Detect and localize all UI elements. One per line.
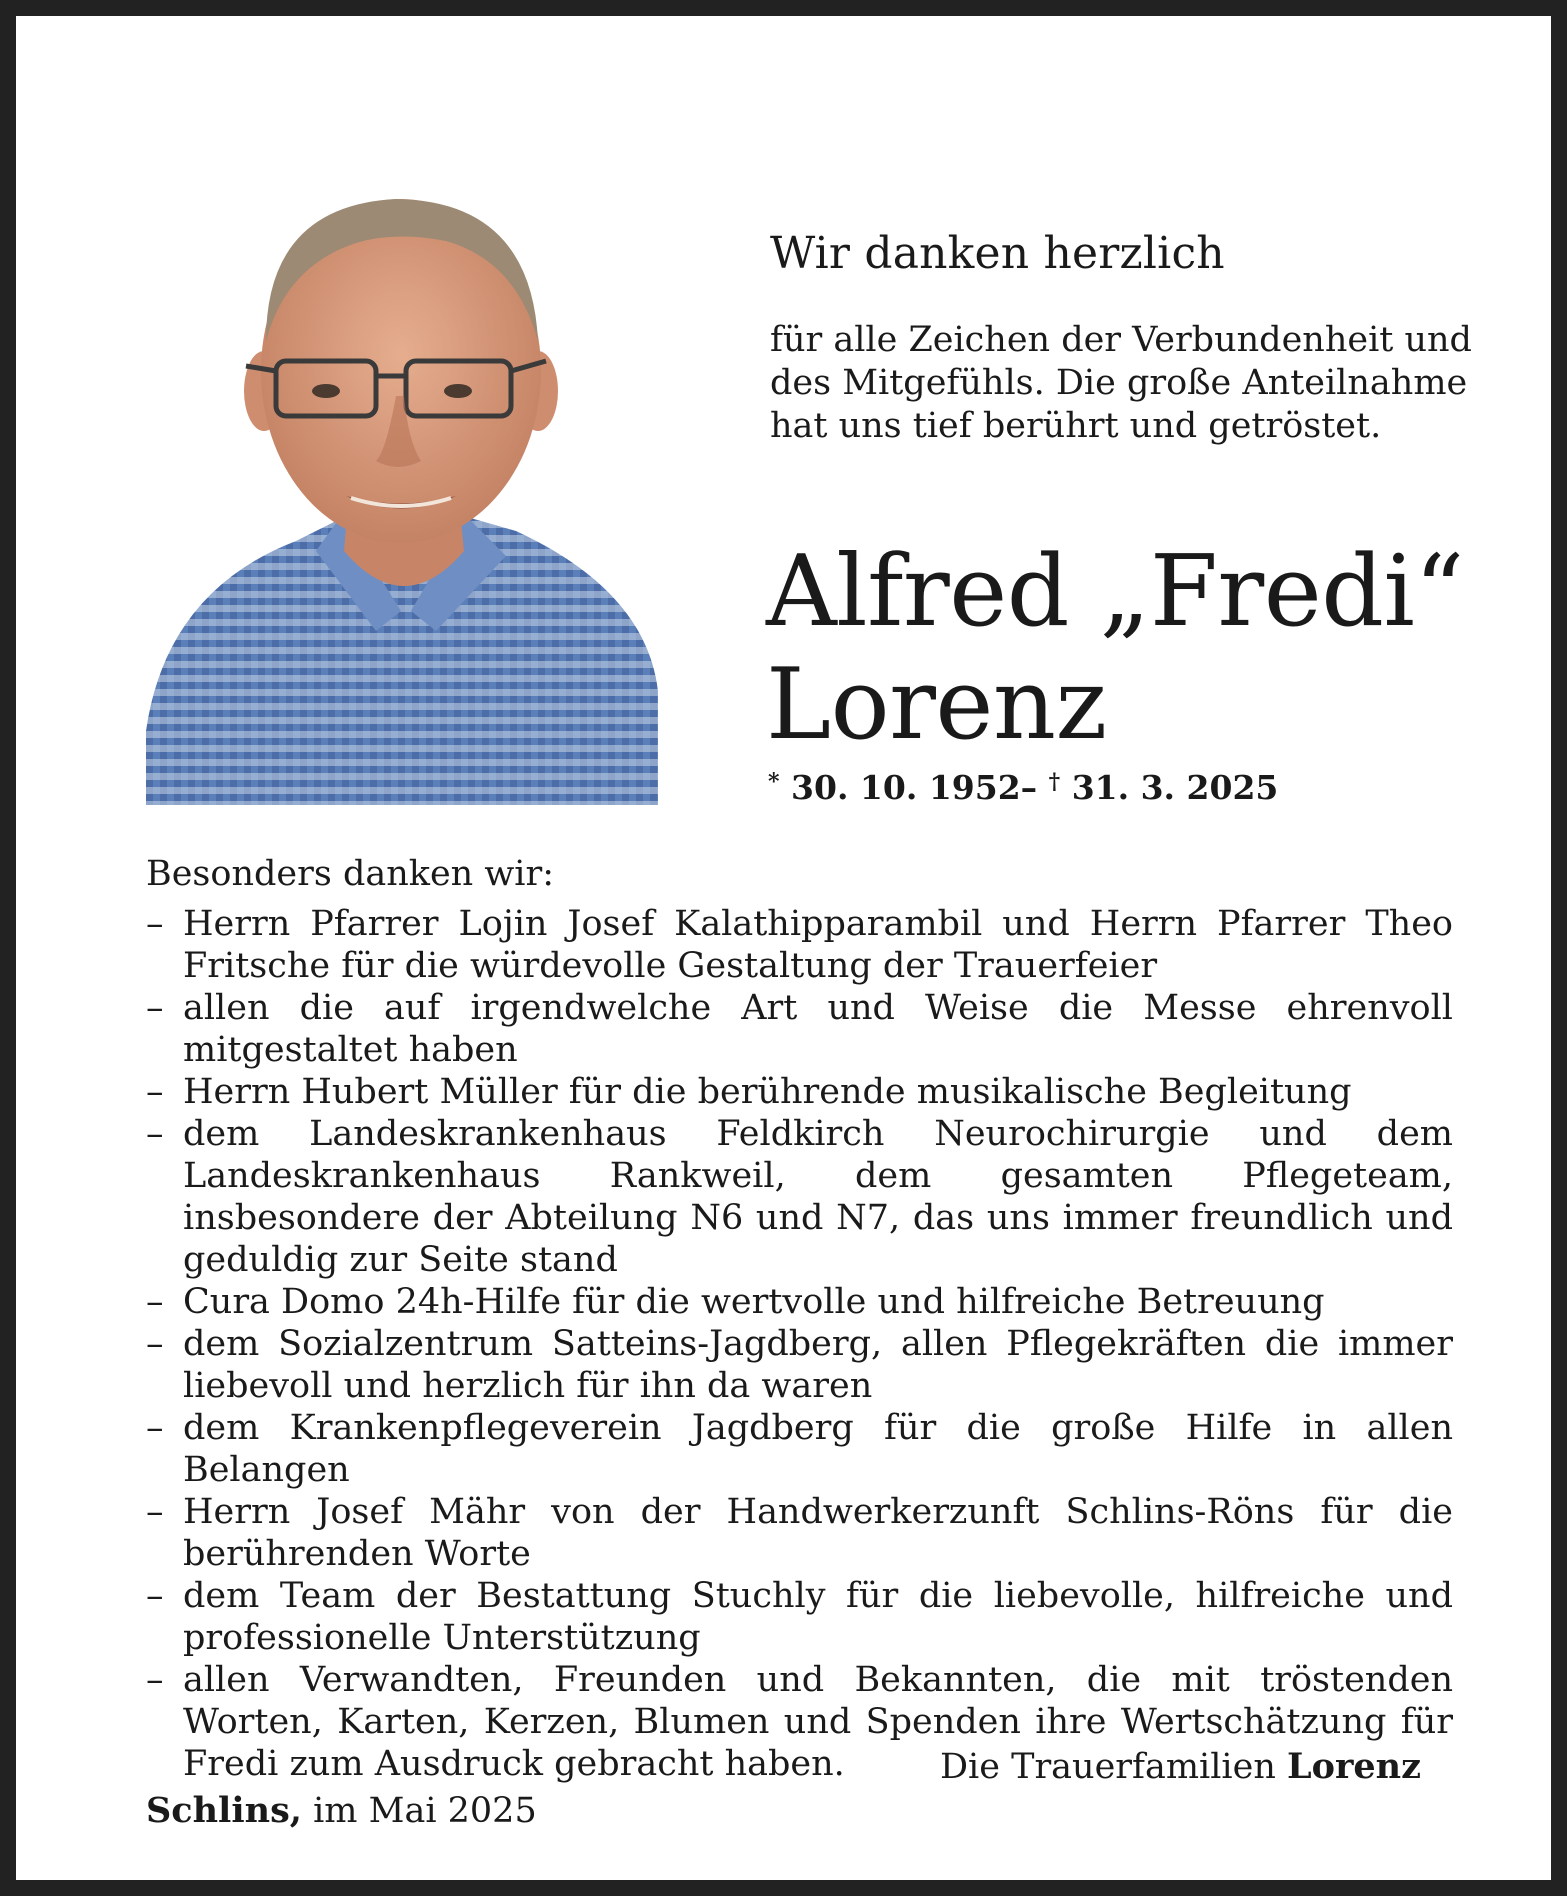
list-item-text: Herrn Hubert Müller für die berührende musikalische Begleitung <box>183 1072 1352 1112</box>
list-item-text: dem Team der Bestattung Stuchly für die liebevolle, hilfreiche und professionelle Unterstützung <box>183 1576 1453 1658</box>
portrait-photo <box>146 171 658 805</box>
dash-bullet: – <box>146 1324 164 1364</box>
list-item <box>146 987 1453 1071</box>
thanks-intro <box>770 319 1470 448</box>
dash-bullet: – <box>146 988 164 1028</box>
deceased-name <box>766 536 1464 762</box>
list-item <box>146 1575 1453 1659</box>
place: Schlins, <box>146 1790 302 1831</box>
dash-bullet: – <box>146 904 164 944</box>
list-item <box>146 1323 1453 1407</box>
list-item <box>146 1071 1453 1113</box>
list-item <box>146 1407 1453 1491</box>
death-symbol: † <box>1048 769 1061 795</box>
dash-bullet: – <box>146 1114 164 1154</box>
dash-bullet: – <box>146 1072 164 1112</box>
list-item-text: allen die auf irgendwelche Art und Weise die Messe ehrenvoll mitgestaltet haben <box>183 988 1453 1070</box>
date-dash: – <box>1020 768 1038 807</box>
place-date <box>146 1790 537 1831</box>
special-thanks-list <box>146 903 1453 1785</box>
list-item-text: dem Sozialzentrum Satteins-Jagdberg, allen Pflegekräften die immer liebevoll und herzlich für ihn da waren <box>183 1324 1453 1406</box>
thanks-heading: Wir danken herzlich <box>770 228 1225 279</box>
death-date: 31. 3. 2025 <box>1071 768 1279 807</box>
life-dates <box>768 768 1278 807</box>
thanks-line: des Mitgefühls. Die große Anteilnahme <box>770 363 1468 403</box>
list-item <box>146 1491 1453 1575</box>
name-line-2: Lorenz <box>766 648 1107 762</box>
birth-symbol: * <box>768 769 780 795</box>
list-item-text: Cura Domo 24h-Hilfe für die wertvolle und hilfreiche Betreuung <box>183 1282 1325 1322</box>
list-item-text: Herrn Josef Mähr von der Handwerkerzunft Schlins-Röns für die berührenden Worte <box>183 1492 1453 1574</box>
dash-bullet: – <box>146 1660 164 1700</box>
dash-bullet: – <box>146 1282 164 1322</box>
signature <box>940 1746 1421 1787</box>
list-item <box>146 903 1453 987</box>
portrait-illustration <box>146 171 658 805</box>
list-item-text: Herrn Pfarrer Lojin Josef Kalathipparambil und Herrn Pfarrer Theo Fritsche für die würdevolle Gestaltung der Trauerfeier <box>183 904 1453 986</box>
list-item-text: dem Krankenpflegeverein Jagdberg für die große Hilfe in allen Belangen <box>183 1408 1453 1490</box>
dash-bullet: – <box>146 1576 164 1616</box>
special-thanks-heading: Besonders danken wir: <box>146 854 555 894</box>
dash-bullet: – <box>146 1492 164 1532</box>
thanks-line: hat uns tief berührt und getröstet. <box>770 406 1382 446</box>
signature-family-name: Lorenz <box>1287 1746 1421 1787</box>
list-item <box>146 1281 1453 1323</box>
list-item <box>146 1113 1453 1281</box>
name-line-1: Alfred „Fredi“ <box>766 535 1464 649</box>
list-item-text: allen Verwandten, Freunden und Bekannten, die mit tröstenden Worten, Karten, Kerzen, Blumen und Spenden ihre Wertschätzung für Fredi zum Ausdruck gebracht haben. <box>183 1660 1453 1784</box>
thanks-line: für alle Zeichen der Verbundenheit und <box>770 320 1472 360</box>
signature-prefix: Die Trauerfamilien <box>940 1747 1276 1787</box>
dash-bullet: – <box>146 1408 164 1448</box>
list-item-text: dem Landeskrankenhaus Feldkirch Neurochirurgie und dem Landeskrankenhaus Rankweil, dem gesamten Pflegeteam, insbesondere der Abteilung N6 und N7, das uns immer freundlich und geduldig zur Seite stand <box>183 1114 1453 1280</box>
birth-date: 30. 10. 1952 <box>791 768 1021 807</box>
date: im Mai 2025 <box>313 1791 537 1831</box>
